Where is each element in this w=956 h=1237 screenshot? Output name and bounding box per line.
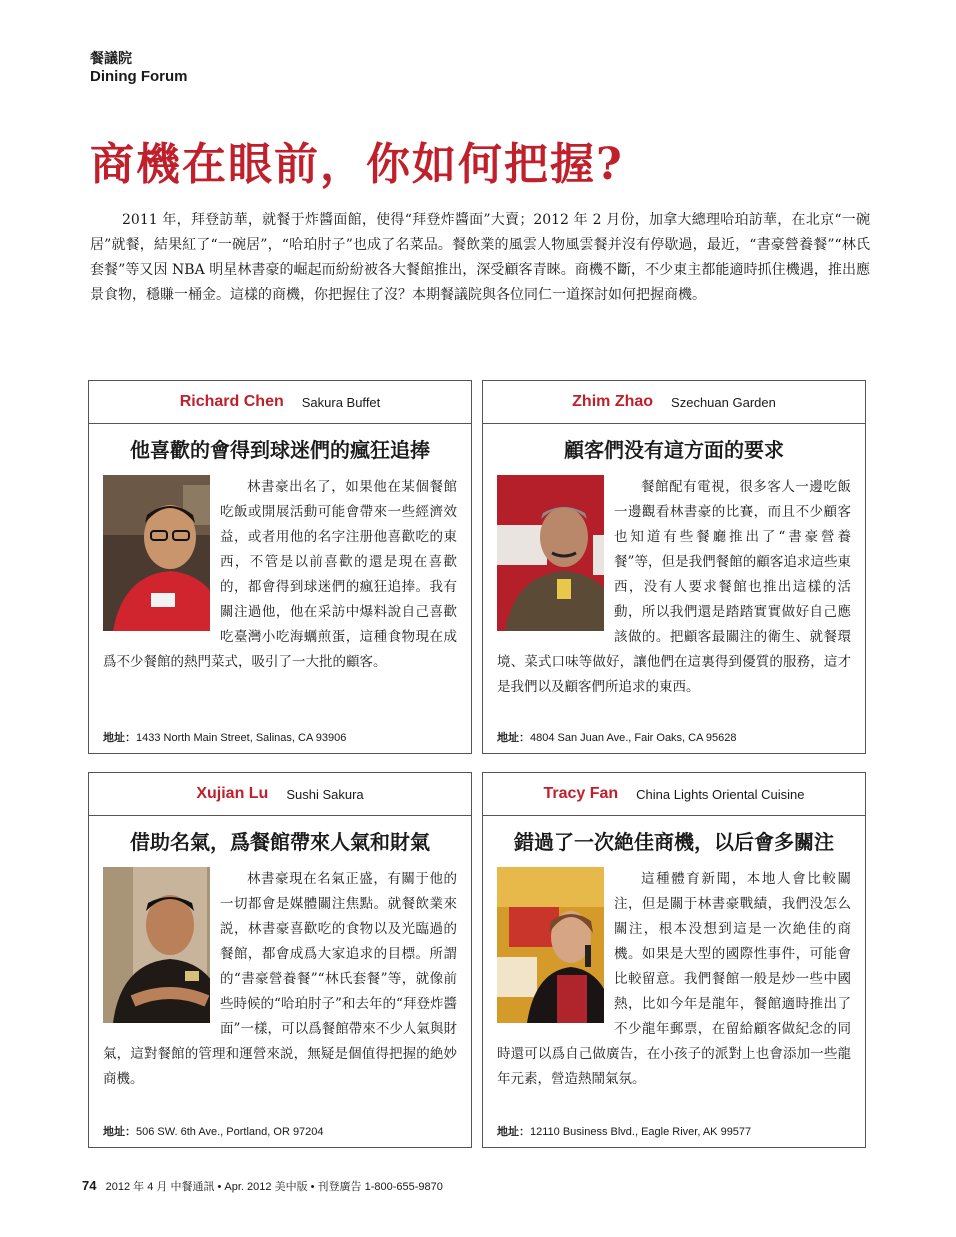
footer-text: 2012 年 4 月 中餐通訊 • Apr. 2012 美中版 • 刊登廣告 1-800-655-9870 [105, 1181, 443, 1193]
restaurant-name: Sakura Buffet [301, 394, 381, 410]
card-text: 林書豪出名了，如果他在某個餐館吃飯或開展活動可能會帶來一些經濟效益，或者用他的名字注册他喜歡吃的東西，不管是以前喜歡的還是現在喜歡的，都會得到球迷們的瘋狂追捧。我有關注過他，他在采訪中爆料說自己喜歡吃臺灣小吃海蠣煎蛋，這種食物現在成爲不少餐館的熱門菜式，吸引了一大批的顧客。 [103, 479, 457, 670]
card-body [103, 867, 457, 1129]
card-text: 這種體育新聞，本地人會比較關注，但是關于林書豪戰績，我們没怎么關注，根本没想到這是一次絶佳的商機。如果是大型的國際性事件，可能會比較留意。我們餐館一般是炒一些中國熱，比如今年是龍年，餐館適時推出了不少龍年郵票，在留給顧客做紀念的同時還可以爲自己做廣告，在小孩子的派對上也會添加一些龍年元素，營造熱鬧氣氛。 [497, 871, 851, 1087]
restaurant-name: Szechuan Garden [671, 394, 776, 410]
address-label: 地址： [497, 732, 530, 744]
person-name: Richard Chen [179, 393, 284, 410]
card-text: 林書豪現在名氣正盛，有關于他的一切都會是媒體關注焦點。就餐飲業來説，林書豪喜歡吃的食物以及光臨過的餐館，都會成爲大家追求的目標。所謂的“書豪營養餐”“林氏套餐”等，就像前些時候的“哈珀肘子”和去年的“拜登炸醬面”一樣，可以爲餐館帶來不少人氣與財氣，這對餐館的管理和運營來説，無疑是個值得把握的絶妙商機。 [103, 871, 457, 1087]
quote-title: 借助名氣，爲餐館帶來人氣和財氣 [130, 830, 430, 854]
address-text: 1433 North Main Street, Salinas, CA 93906 [136, 732, 347, 744]
section-label-en: Dining Forum [90, 68, 188, 85]
address-label: 地址： [103, 1126, 136, 1138]
page-footer [82, 1178, 443, 1194]
interview-card-zhim-zhao [482, 380, 866, 754]
portrait-photo [103, 475, 210, 631]
page-title: 商機在眼前，你如何把握? [90, 139, 624, 190]
interview-card-tracy-fan [482, 772, 866, 1148]
card-text: 餐館配有電視，很多客人一邊吃飯一邊觀看林書豪的比賽，而且不少顧客也知道有些餐廳推出了“書豪營養餐”等，但是我們餐館的顧客追求這些東西，没有人要求餐館也推出這樣的活動，所以我們還是踏踏實實做好自己應該做的。把顧客最關注的衛生、就餐環境、菜式口味等做好，讓他們在這裏得到優質的服務，這才是我們以及顧客們所追求的東西。 [497, 479, 851, 695]
quote-title: 顧客們没有這方面的要求 [564, 438, 784, 462]
address-text: 4804 San Juan Ave., Fair Oaks, CA 95628 [530, 732, 737, 744]
person-name: Zhim Zhao [572, 393, 654, 410]
card-header [483, 381, 865, 424]
card-body [497, 475, 851, 737]
page-number: 74 [82, 1178, 97, 1193]
portrait-photo [497, 475, 604, 631]
card-body [497, 867, 851, 1129]
restaurant-address [497, 729, 737, 745]
restaurant-address [103, 729, 346, 745]
portrait-photo [497, 867, 604, 1023]
card-header [89, 773, 471, 816]
intro-paragraph: 2011 年，拜登訪華，就餐于炸醬面館，使得“拜登炸醬面”大賣；2012 年 2 月份，加拿大總理哈珀訪華，在北京“一碗居”就餐，結果紅了“一碗居”，“哈珀肘子”也成了名菜品。餐飲業的風雲人物風雲餐并沒有停歇過，最近，“書豪營養餐”“林氏套餐”等又因 NBA 明星林書豪的崛起而紛紛被各大餐館推出，深受顧客青睞。商機不斷，不少東主都能適時抓住機遇，推出應景食物，穩賺一桶金。這樣的商機，你把握住了沒？本期餐議院與各位同仁一道探討如何把握商機。 [90, 212, 870, 303]
card-header [89, 381, 471, 424]
person-name: Tracy Fan [543, 785, 619, 802]
section-label-cn: 餐議院 [90, 51, 132, 67]
address-label: 地址： [497, 1126, 530, 1138]
interview-card-richard-chen [88, 380, 472, 754]
person-name: Xujian Lu [196, 785, 269, 802]
card-body [103, 475, 457, 737]
address-label: 地址： [103, 732, 136, 744]
interview-card-xujian-lu [88, 772, 472, 1148]
card-header [483, 773, 865, 816]
restaurant-name: China Lights Oriental Cuisine [636, 786, 805, 802]
restaurant-name: Sushi Sakura [286, 786, 364, 802]
quote-title: 錯過了一次絶佳商機，以后會多關注 [514, 830, 834, 854]
address-text: 12110 Business Blvd., Eagle River, AK 99577 [530, 1126, 752, 1138]
quote-title: 他喜歡的會得到球迷們的瘋狂追捧 [130, 438, 430, 462]
restaurant-address [103, 1123, 324, 1139]
portrait-photo [103, 867, 210, 1023]
address-text: 506 SW. 6th Ave., Portland, OR 97204 [136, 1126, 324, 1138]
restaurant-address [497, 1123, 751, 1139]
